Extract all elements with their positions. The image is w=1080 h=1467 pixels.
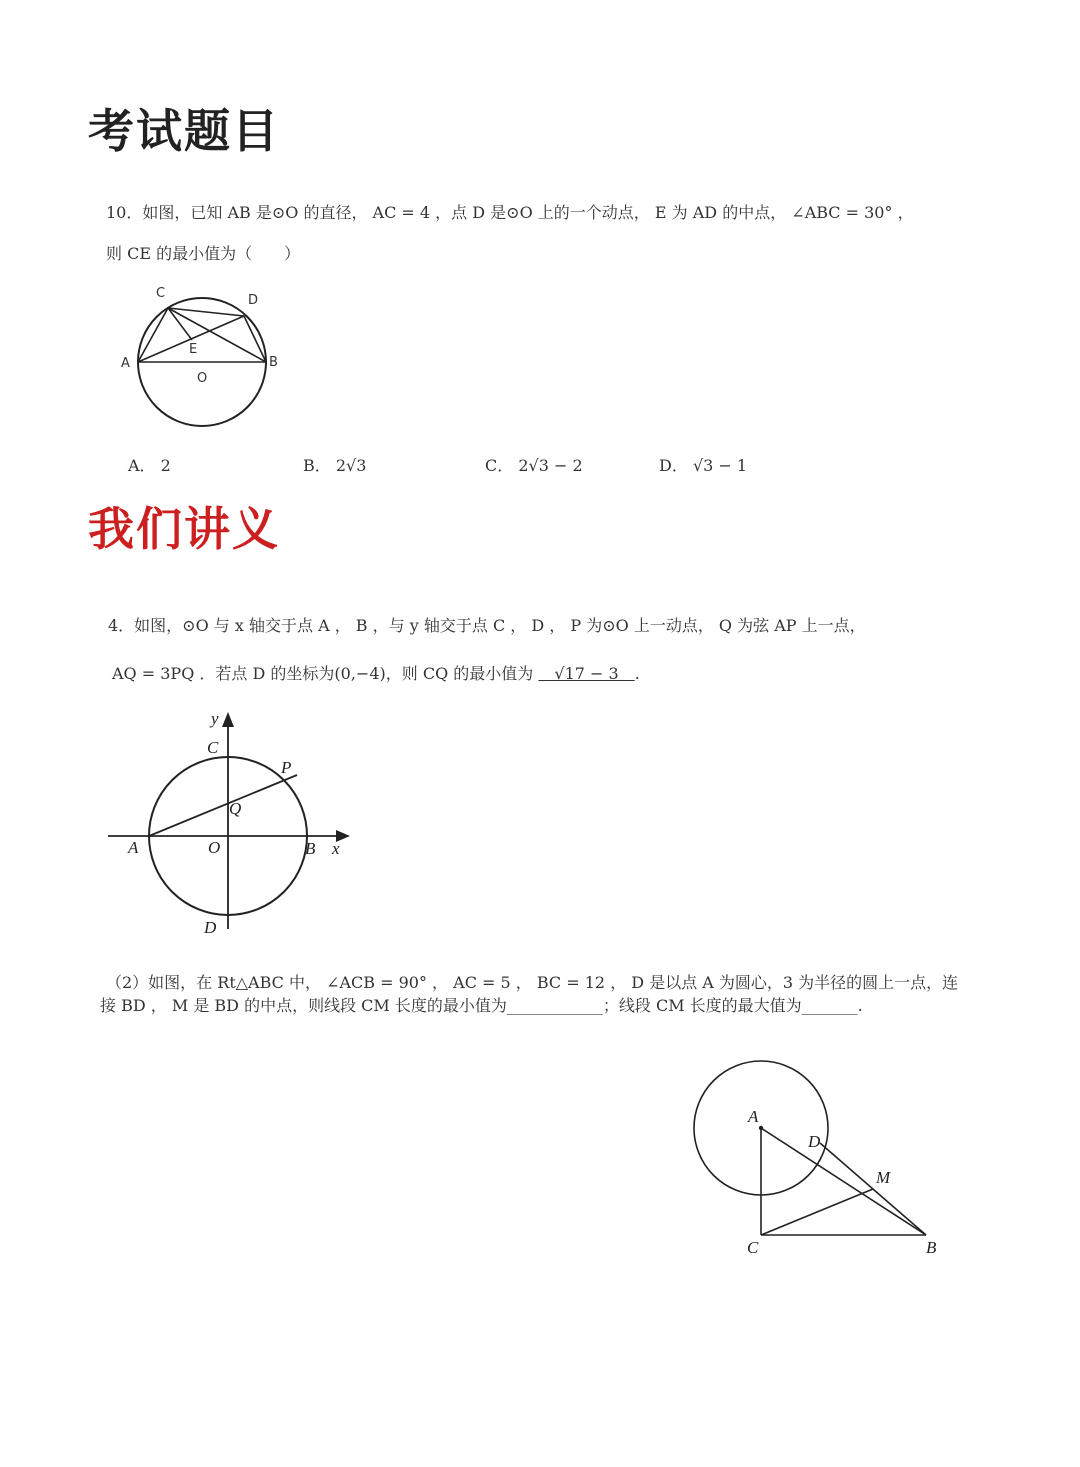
coordinate-circle-diagram bbox=[100, 705, 360, 940]
label-o: O bbox=[208, 838, 221, 857]
problem-4-period: . bbox=[634, 664, 640, 683]
problem-4-line-2 bbox=[112, 666, 640, 682]
section-title-notes: 我们讲义 bbox=[88, 502, 280, 556]
option-b bbox=[303, 458, 366, 474]
problem-2-line-1: （2）如图，在 Rt△ABC 中， ∠ACB = 90° ， AC = 5 ， BC = 12 ， D 是以点 A 为圆心，3 为半径的圆上一点，连 bbox=[106, 973, 959, 992]
option-b-letter: B． bbox=[303, 456, 331, 475]
problem-2-line-2: 接 BD ， M 是 BD 的中点，则线段 CM 长度的最小值为____________；线段 CM 长度的最大值为_______. bbox=[100, 996, 863, 1015]
label-c: C bbox=[156, 286, 166, 301]
label-c: C bbox=[747, 1238, 759, 1257]
option-d-letter: D． bbox=[659, 456, 688, 475]
question-10-line-1: 10．如图，已知 AB 是⊙O 的直径， AC = 4 ，点 D 是⊙O 上的一个动点， E 为 AD 的中点， ∠ABC = 30° ， bbox=[106, 203, 914, 222]
label-d: D bbox=[808, 1132, 821, 1151]
problem-4-answer: √17 − 3 bbox=[538, 664, 635, 683]
label-a: A bbox=[121, 356, 130, 371]
problem-4-line-2-text: AQ = 3PQ ．若点 D 的坐标为(0,−4)，则 CQ 的最小值为 bbox=[112, 664, 534, 683]
label-b: B bbox=[926, 1238, 937, 1257]
label-p: P bbox=[281, 758, 292, 777]
label-c: C bbox=[207, 738, 219, 757]
label-q: Q bbox=[229, 799, 242, 818]
option-a-letter: A． bbox=[128, 456, 156, 475]
label-d: D bbox=[204, 918, 217, 937]
triangle-circle-diagram bbox=[680, 1050, 960, 1265]
option-a-value: 2 bbox=[160, 456, 171, 475]
option-b-value: 2√3 bbox=[335, 456, 367, 475]
label-b: B bbox=[305, 839, 316, 858]
circle-diagram-q10 bbox=[110, 280, 290, 430]
option-c bbox=[485, 458, 583, 474]
label-a: A bbox=[748, 1107, 759, 1126]
label-x: x bbox=[332, 839, 340, 858]
option-c-letter: C． bbox=[485, 456, 514, 475]
option-d bbox=[659, 458, 747, 474]
question-10-line-2: 则 CE 的最小值为（ ） bbox=[106, 244, 301, 263]
label-b: B bbox=[269, 355, 278, 370]
section-title-exam: 考试题目 bbox=[88, 104, 280, 158]
label-e: E bbox=[189, 342, 198, 357]
option-a bbox=[128, 458, 171, 474]
label-a: A bbox=[128, 838, 139, 857]
problem-4-line-1: 4．如图，⊙O 与 x 轴交于点 A ， B ，与 y 轴交于点 C ， D ， P 为⊙O 上一动点， Q 为弦 AP 上一点， bbox=[108, 616, 866, 635]
label-y: y bbox=[211, 709, 219, 728]
label-m: M bbox=[876, 1168, 891, 1187]
label-o: O bbox=[197, 371, 208, 386]
label-d: D bbox=[248, 293, 259, 308]
option-c-value: 2√3 − 2 bbox=[518, 456, 583, 475]
option-d-value: √3 − 1 bbox=[692, 456, 748, 475]
